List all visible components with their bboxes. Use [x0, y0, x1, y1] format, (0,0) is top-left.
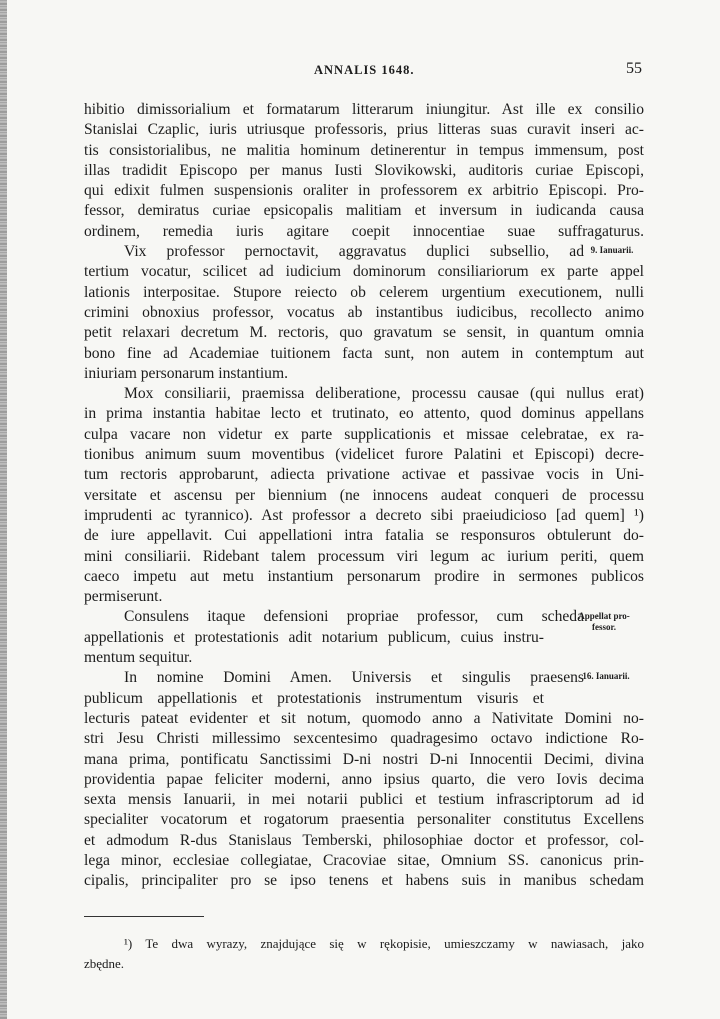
text-line: mentum sequitur. [84, 649, 193, 667]
page-header [0, 58, 720, 82]
text-line: Mox consiliarii, praemissa deliberatione, processu causae (qui nullus erat) [124, 385, 644, 403]
text-line: Stanislai Czaplic, iuris utriusque professoris, prius litteras suas curavit inseri ac- [84, 121, 644, 139]
text-line: Vix professor pernoctavit, aggravatus duplici subsellio, ad [124, 243, 584, 261]
footnote-line: ¹) Te dwa wyrazy, znajdujące się w rękopisie, umieszczamy w nawiasach, jako [124, 936, 644, 951]
text-line: qui edixit fulmen suspensionis oraliter in professorem ex arbitrio Episcopi. Pro- [84, 182, 644, 200]
text-line: mana prima, pontificatu Sanctissimi D-ni nostri D-ni Innocentii Decimi, divina [84, 750, 644, 768]
text-line: culpa vacare non videtur ex parte supplicationis et missae celebratae, ex ra- [84, 425, 644, 443]
margin-note-date: 16. Ianuarii. [582, 671, 630, 681]
text-line: tis consistorialibus, ne malitia hominum detinerentur in tempus immensum, post [84, 141, 644, 159]
running-title: ANNALIS 1648. [314, 63, 415, 77]
text-line: lecturis pateat evidenter et sit notum, quomodo anno a Nativitate Domini no- [84, 709, 644, 727]
text-line: ordinem, remedia iuris agitare coepit innocentiae suae suffragaturus. [84, 222, 644, 240]
text-line: permiserunt. [84, 588, 163, 606]
text-line: specialiter vocatorum et rogatorum praesentia personaliter constitutus Excellens [84, 811, 644, 829]
text-line: et admodum R-dus Stanislaus Temberski, philosophiae doctor et professor, col- [84, 831, 644, 849]
text-line: versitate et ascensu per biennium (ne innocens audeat conqueri de processu [84, 486, 644, 504]
text-line: crimini obnoxius professor, vocatus ab instantibus iudicibus, recollecto animo [84, 303, 644, 321]
footnote-rule [84, 916, 204, 917]
margin-note-line: fessor. [592, 622, 616, 632]
text-line: illas tradidit Episcopo per manus Iusti Slovikowski, auditoris curiae Episcopi, [84, 161, 644, 179]
text-line: iniuriam personarum instantium. [84, 364, 288, 382]
text-line: lationis interpositae. Stupore reiecto ob celerem urgentium executionem, nulli [84, 283, 644, 301]
text-line: caeco impetu aut metu instantium personarum prodire in sermones publicos [84, 567, 644, 585]
footnote-line: zbędne. [84, 956, 125, 971]
text-line: tertium vocatur, scilicet ad iudicium dominorum consiliariorum ex parte appel [84, 263, 644, 281]
text-line: sexta mensis Ianuarii, in mei notarii publici et testium infrascriptorum ad id [84, 791, 644, 809]
text-line: tum rectoris approbarunt, adiecta privatione activae et passivae vocis in Uni- [84, 466, 644, 484]
text-line: petit relaxari decretum M. rectoris, quo gravatum se sensit, in quantum omnia [84, 324, 644, 342]
text-line: cipalis, principaliter pro se ipso tenens et habens suis in manibus schedam [84, 872, 644, 890]
text-line: In nomine Domini Amen. Universis et singulis praesens [124, 669, 584, 687]
text-line: in prima instantia habitae lecto et trutinato, eo attento, quod dominus appellans [84, 405, 644, 423]
margin-note-date: 9. Ianuarii. [590, 245, 634, 255]
text-line: stri Jesu Christi millessimo sexcentesimo quadragesimo octavo indictione Ro- [84, 730, 644, 748]
text-line: fessor, demiratus curiae epsicopalis malitiam et inversum in iudicanda causa [84, 202, 644, 220]
text-line: providentia papae feliciter moderni, anno ipsius quarto, die vero Iovis decima [84, 770, 644, 788]
footnote [84, 934, 644, 974]
text-line: publicum appellationis et protestationis instrumentum visuris et [84, 689, 544, 707]
text-line: mini consiliarii. Ridebant talem processum viri legum ac iurium periti, quem [84, 547, 644, 565]
text-line: Consulens itaque defensioni propriae professor, cum scheda [124, 608, 584, 626]
text-line: de iure appellavit. Cui appellationi intra fatalia se responsuros obtulerunt do- [84, 527, 644, 545]
text-line: imprudenti ac tyrannico). Ast professor a decreto sibi praeiudicioso [ad quem] ¹) [84, 506, 644, 524]
text-line: hibitio dimissorialium et formatarum litterarum iniungitur. Ast ille ex consilio [84, 101, 644, 118]
text-line: lega minor, ecclesiae collegiatae, Cracoviae sitae, Omnium SS. canonicus prin- [84, 851, 644, 869]
page-number: 55 [626, 60, 642, 77]
text-line: bono fine ad Academiae tuitionem facta sunt, non autem in contemptum aut [84, 344, 644, 362]
body-text [84, 100, 644, 892]
text-line: tionibus animum suum moventibus (videlicet furore Palatini et Episcopi) decre- [84, 446, 644, 464]
page-binding-edge [0, 0, 7, 1019]
margin-note-line: Appellat pro- [578, 611, 630, 621]
text-line: appellationis et protestationis adit notarium publicum, cuius instru- [84, 628, 544, 646]
margin-note-appeal [564, 611, 644, 633]
